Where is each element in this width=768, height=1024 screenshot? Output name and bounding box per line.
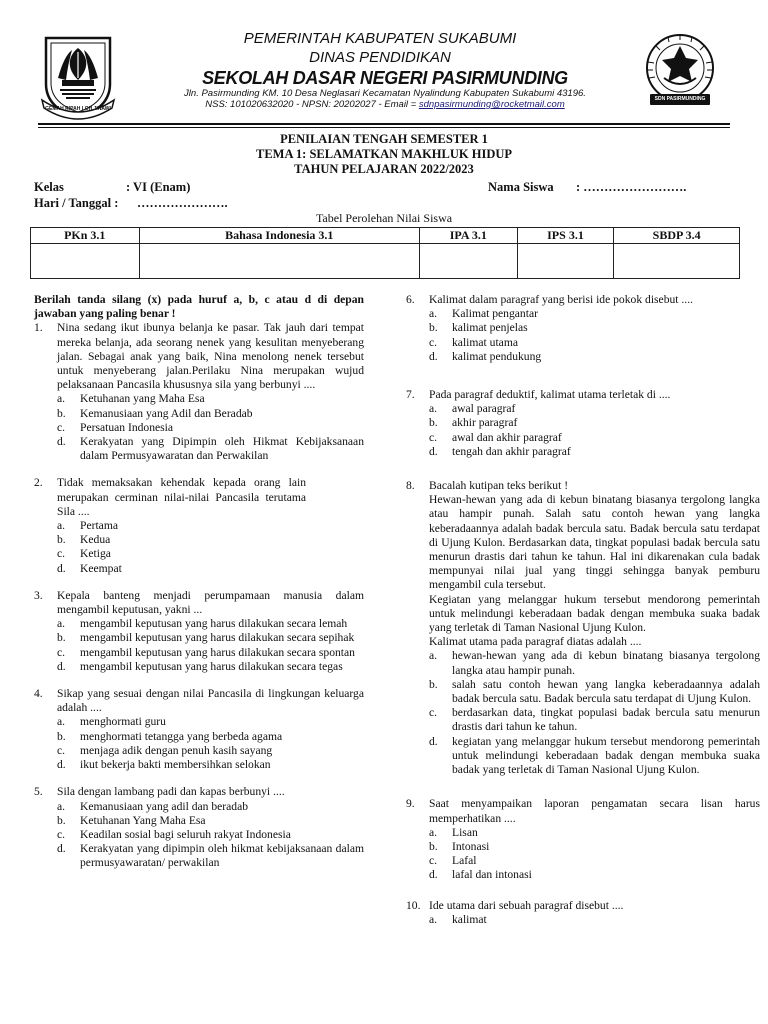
option-text: mengambil keputusan yang harus dilakukan secara tegas xyxy=(80,659,343,673)
question-text: Saat menyampaikan laporan pengamatan secara lisan harus memperhatikan .... xyxy=(429,797,760,825)
option-letter: c. xyxy=(57,827,66,841)
option-letter: d. xyxy=(57,435,66,449)
question-prompt: Kalimat utama pada paragraf diatas adalah .... xyxy=(429,635,642,649)
option-d[interactable] xyxy=(57,660,364,674)
option-a[interactable] xyxy=(429,307,760,321)
option-c[interactable] xyxy=(57,421,364,435)
option-b[interactable] xyxy=(429,416,760,430)
question-3 xyxy=(34,589,364,674)
option-d[interactable] xyxy=(57,758,364,772)
option-a[interactable] xyxy=(429,913,760,927)
question-1 xyxy=(34,321,364,463)
question-text: Nina sedang ikut ibunya belanja ke pasar. Tak jauh dari tempat mereka belanja, ada seorang nenek yang kesulitan menyeberang jalan. Sebagai anak yang baik, Nina menolong nenek tersebut untuk menyeberang jalan.Perilaku Nina merupakan wujud pelaksanaan Pancasila khususnya sila yang berbunyi .... xyxy=(57,321,364,392)
score-header-ips: IPS 3.1 xyxy=(517,228,614,244)
option-a[interactable] xyxy=(429,402,760,416)
question-number: 7. xyxy=(406,388,415,402)
option-b[interactable] xyxy=(57,730,364,744)
option-d[interactable] xyxy=(57,842,364,870)
question-number: 8. xyxy=(406,479,415,493)
question-text: Kalimat dalam paragraf yang berisi ide pokok disebut .... xyxy=(429,293,694,306)
option-letter: c. xyxy=(57,645,66,659)
question-number: 4. xyxy=(34,687,43,701)
option-text: kalimat xyxy=(452,912,487,926)
option-text: mengambil keputusan yang harus dilakukan secara spontan xyxy=(80,645,355,659)
option-d[interactable] xyxy=(429,445,760,459)
exam-title: PENILAIAN TENGAH SEMESTER 1 xyxy=(280,132,488,146)
option-text: Persatuan Indonesia xyxy=(80,420,174,434)
option-text: mengambil keputusan yang harus dilakukan secara lemah xyxy=(80,617,348,631)
question-text: Tidak memaksakan kehendak kepada orang lain merupakan cerminan nilai-nilai Pancasila terutama Sila .... xyxy=(57,476,306,518)
option-d[interactable] xyxy=(429,868,760,882)
option-b[interactable] xyxy=(57,533,306,547)
school-name: SEKOLAH DASAR NEGERI PASIRMUNDING xyxy=(202,68,568,88)
option-a[interactable] xyxy=(57,392,364,406)
option-letter: a. xyxy=(57,799,66,813)
option-text: salah satu contoh hewan yang langka keberadaannya adalah badak bercula satu. Badak bercula satu terdapat di Ujung Kulon. xyxy=(452,677,760,706)
option-letter: b. xyxy=(429,321,438,335)
score-cell-ipa[interactable] xyxy=(419,244,517,279)
question-10 xyxy=(406,899,760,927)
score-header-pkn: PKn 3.1 xyxy=(31,228,140,244)
option-text: menghormati guru xyxy=(80,715,166,729)
option-a[interactable] xyxy=(57,800,364,814)
option-text: kegiatan yang melanggar hukum tersebut mendorong pemerintah untuk melindungi keberadaan badak dengan membuka suaka badak yang terletak di Taman Nasional Ujung Kulon. xyxy=(452,734,760,777)
option-letter: c. xyxy=(57,547,66,561)
option-d[interactable] xyxy=(429,350,760,364)
hari-field[interactable]: …………………. xyxy=(137,196,228,210)
header-line2: DINAS PENDIDIKAN xyxy=(309,49,451,66)
option-d[interactable] xyxy=(57,435,364,463)
option-letter: b. xyxy=(57,729,66,743)
question-2 xyxy=(34,476,364,575)
option-b[interactable] xyxy=(429,840,760,854)
option-text: Keadilan sosial bagi seluruh rakyat Indonesia xyxy=(80,827,291,841)
score-cell-sbdp[interactable] xyxy=(614,244,740,279)
score-header-bindo: Bahasa Indonesia 3.1 xyxy=(139,228,419,244)
option-letter: d. xyxy=(429,734,438,748)
option-text: Kemanusiaan yang Adil dan Beradab xyxy=(80,406,253,420)
option-d[interactable] xyxy=(57,562,306,576)
instruction: Berilah tanda silang (x) pada huruf a, b, c atau d di depan jawaban yang paling benar ! xyxy=(34,293,364,321)
option-c[interactable] xyxy=(429,336,760,350)
kelas-label: Kelas xyxy=(34,180,64,194)
nama-field[interactable]: : ……………………. xyxy=(576,180,687,194)
option-b[interactable] xyxy=(429,678,760,706)
email-link[interactable]: sdnpasirmunding@rocketmail.com xyxy=(418,99,565,110)
option-letter: a. xyxy=(429,402,438,416)
question-number: 10. xyxy=(406,898,421,912)
nama-label: Nama Siswa xyxy=(488,180,554,194)
option-text: Kedua xyxy=(80,533,111,547)
question-4 xyxy=(34,687,364,772)
table-caption: Tabel Perolehan Nilai Siswa xyxy=(315,211,453,225)
option-letter: a. xyxy=(57,392,66,406)
option-text: mengambil keputusan yang harus dilakukan secara sepihak xyxy=(80,631,355,645)
option-letter: c. xyxy=(57,743,66,757)
option-c[interactable] xyxy=(57,828,364,842)
option-letter: c. xyxy=(429,430,438,444)
option-letter: a. xyxy=(57,519,66,533)
questions-left-column xyxy=(34,293,364,884)
option-letter: a. xyxy=(429,649,438,663)
question-9 xyxy=(406,797,760,882)
option-letter: d. xyxy=(429,868,438,882)
option-text: Kerakyatan yang Dipimpin oleh Hikmat Kebijaksanaan dalam Permusyawaratan dan Perwakilan xyxy=(80,435,364,463)
option-text: Ketuhanan Yang Maha Esa xyxy=(80,813,206,827)
reading-paragraph-2: Kegiatan yang melanggar hukum tersebut mendorong pemerintah untuk melindungi keberadaan badak dengan membuka suaka badak yang terletak di Taman Nasional Ujung Kulon. xyxy=(429,592,760,635)
header-rule-thin xyxy=(38,127,730,128)
question-number: 9. xyxy=(406,797,415,811)
logo-right-label: SDN PASIRMUNDING xyxy=(654,96,706,102)
option-text: Lisan xyxy=(452,825,478,839)
option-a[interactable] xyxy=(429,826,760,840)
question-8 xyxy=(406,479,760,777)
option-letter: c. xyxy=(429,335,438,349)
option-text: Keempat xyxy=(80,561,122,575)
option-letter: d. xyxy=(429,444,438,458)
question-7 xyxy=(406,388,760,459)
address-text: Jln. Pasirmunding KM. 10 Desa Neglasari Kecamatan Nyalindung Kabupaten Sukabumi 43196. xyxy=(184,88,586,99)
option-letter: b. xyxy=(57,631,66,645)
option-a[interactable] xyxy=(429,649,760,677)
option-letter: a. xyxy=(429,307,438,321)
question-text: Ide utama dari sebuah paragraf disebut .... xyxy=(429,898,624,912)
option-letter: d. xyxy=(429,349,438,363)
exam-titles xyxy=(0,132,768,177)
option-text: Kemanusiaan yang adil dan beradab xyxy=(80,799,249,813)
option-c[interactable] xyxy=(57,646,364,660)
option-text: kalimat utama xyxy=(452,335,518,349)
option-text: tengah dan akhir paragraf xyxy=(452,444,571,458)
option-c[interactable] xyxy=(429,854,760,868)
score-cell-bindo[interactable] xyxy=(139,244,419,279)
score-table xyxy=(30,227,740,279)
option-text: Pertama xyxy=(80,519,118,533)
question-text: Sila dengan lambang padi dan kapas berbunyi .... xyxy=(57,785,285,799)
option-d[interactable] xyxy=(429,735,760,778)
score-cell-ips[interactable] xyxy=(517,244,614,279)
option-b[interactable] xyxy=(429,321,760,335)
option-text: Kerakyatan yang dipimpin oleh hikmat kebijaksanaan dalam permusyawaratan/ perwakilan xyxy=(80,842,364,870)
option-letter: b. xyxy=(57,533,66,547)
hari-label: Hari / Tanggal : xyxy=(34,196,119,210)
option-text: Ketiga xyxy=(80,547,111,561)
score-cell-pkn[interactable] xyxy=(31,244,140,279)
option-text: awal dan akhir paragraf xyxy=(452,430,562,444)
option-letter: a. xyxy=(429,825,438,839)
option-letter: b. xyxy=(429,416,438,430)
option-a[interactable] xyxy=(57,519,306,533)
questions-right-column xyxy=(406,293,760,927)
option-letter: b. xyxy=(57,813,66,827)
option-letter: d. xyxy=(57,659,66,673)
option-text: Kalimat pengantar xyxy=(452,307,538,321)
option-letter: a. xyxy=(57,715,66,729)
option-text: lafal dan intonasi xyxy=(452,868,532,882)
option-letter: d. xyxy=(57,842,66,856)
score-header-sbdp: SBDP 3.4 xyxy=(614,228,740,244)
score-table-header xyxy=(31,228,740,244)
option-text: Lafal xyxy=(452,854,477,868)
option-b[interactable] xyxy=(57,631,364,645)
option-b[interactable] xyxy=(57,814,364,828)
kelas-value: : VI (Enam) xyxy=(126,180,191,194)
option-letter: d. xyxy=(57,758,66,772)
header-rule-thick xyxy=(38,123,730,125)
option-text: kalimat pendukung xyxy=(452,349,542,363)
option-text: Ketuhanan yang Maha Esa xyxy=(80,392,205,406)
option-c[interactable] xyxy=(57,547,306,561)
option-letter: c. xyxy=(429,854,438,868)
question-number: 5. xyxy=(34,785,43,799)
option-letter: c. xyxy=(57,420,66,434)
option-c[interactable] xyxy=(57,744,364,758)
option-a[interactable] xyxy=(57,715,364,729)
question-6 xyxy=(406,293,760,364)
option-letter: b. xyxy=(57,406,66,420)
option-a[interactable] xyxy=(57,617,364,631)
question-number: 6. xyxy=(406,293,415,306)
question-text: Kepala banteng menjadi perumpamaan manusia dalam mengambil keputusan, yakni ... xyxy=(57,588,364,617)
score-header-ipa: IPA 3.1 xyxy=(419,228,517,244)
option-text: kalimat penjelas xyxy=(452,321,528,335)
question-number: 3. xyxy=(34,588,43,602)
reading-paragraph-1: Hewan-hewan yang ada di kebun binatang biasanya tergolong langka atau hampir punah. Salah satu contoh hewan yang langka keberadaannya adalah badak bercula satu. Badak bercula satu terdapat di Ujung Kulon. Berdasarkan data, tingkat populasi badak bercula satu menurun drastis dari tahun ke tahun. Hal ini dikarenakan cula badak mempunyai nilai jual yang tinggi sehingga banyak pemburu mengambil cula tersebut. xyxy=(429,493,760,592)
option-text: akhir paragraf xyxy=(452,416,518,430)
option-text: ikut bekerja bakti membersihkan selokan xyxy=(80,758,271,772)
question-number: 2. xyxy=(34,476,43,490)
option-letter: d. xyxy=(57,561,66,575)
option-letter: b. xyxy=(429,839,438,853)
option-c[interactable] xyxy=(429,706,760,734)
letterhead xyxy=(0,0,768,130)
score-table-row xyxy=(31,244,740,279)
school-address xyxy=(150,88,620,110)
exam-theme: TEMA 1: SELAMATKAN MAKHLUK HIDUP xyxy=(255,147,513,161)
logo-left-motto: GEMAH RIPAH LOH JINAWI xyxy=(45,106,111,112)
option-letter: a. xyxy=(429,912,438,926)
option-text: Intonasi xyxy=(452,839,490,853)
option-letter: b. xyxy=(429,677,438,691)
option-letter: c. xyxy=(429,706,438,720)
question-5 xyxy=(34,785,364,870)
option-text: hewan-hewan yang ada di kebun binatang biasanya tergolong langka atau hampir punah. xyxy=(452,649,760,677)
question-text: Bacalah kutipan teks berikut ! xyxy=(429,479,569,493)
option-c[interactable] xyxy=(429,431,760,445)
option-b[interactable] xyxy=(57,407,364,421)
option-text: menjaga adik dengan penuh kasih sayang xyxy=(80,743,273,757)
exam-year: TAHUN PELAJARAN 2022/2023 xyxy=(294,162,474,176)
header-line1: PEMERINTAH KABUPATEN SUKABUMI xyxy=(243,30,517,47)
option-text: awal paragraf xyxy=(452,402,516,416)
nss-line xyxy=(150,99,620,110)
question-number: 1. xyxy=(34,321,43,335)
question-text: Sikap yang sesuai dengan nilai Pancasila di lingkungan keluarga adalah .... xyxy=(57,687,364,715)
option-letter: a. xyxy=(57,617,66,631)
question-text: Pada paragraf deduktif, kalimat utama terletak di .... xyxy=(429,388,671,402)
nss-npsn-text: NSS: 101020632020 - NPSN: 20202027 - Email = xyxy=(205,99,419,110)
option-text: menghormati tetangga yang berbeda agama xyxy=(80,729,283,743)
option-text: berdasarkan data, tingkat populasi badak bercula satu menurun drastis dari tahun ke tahun. xyxy=(452,706,760,734)
